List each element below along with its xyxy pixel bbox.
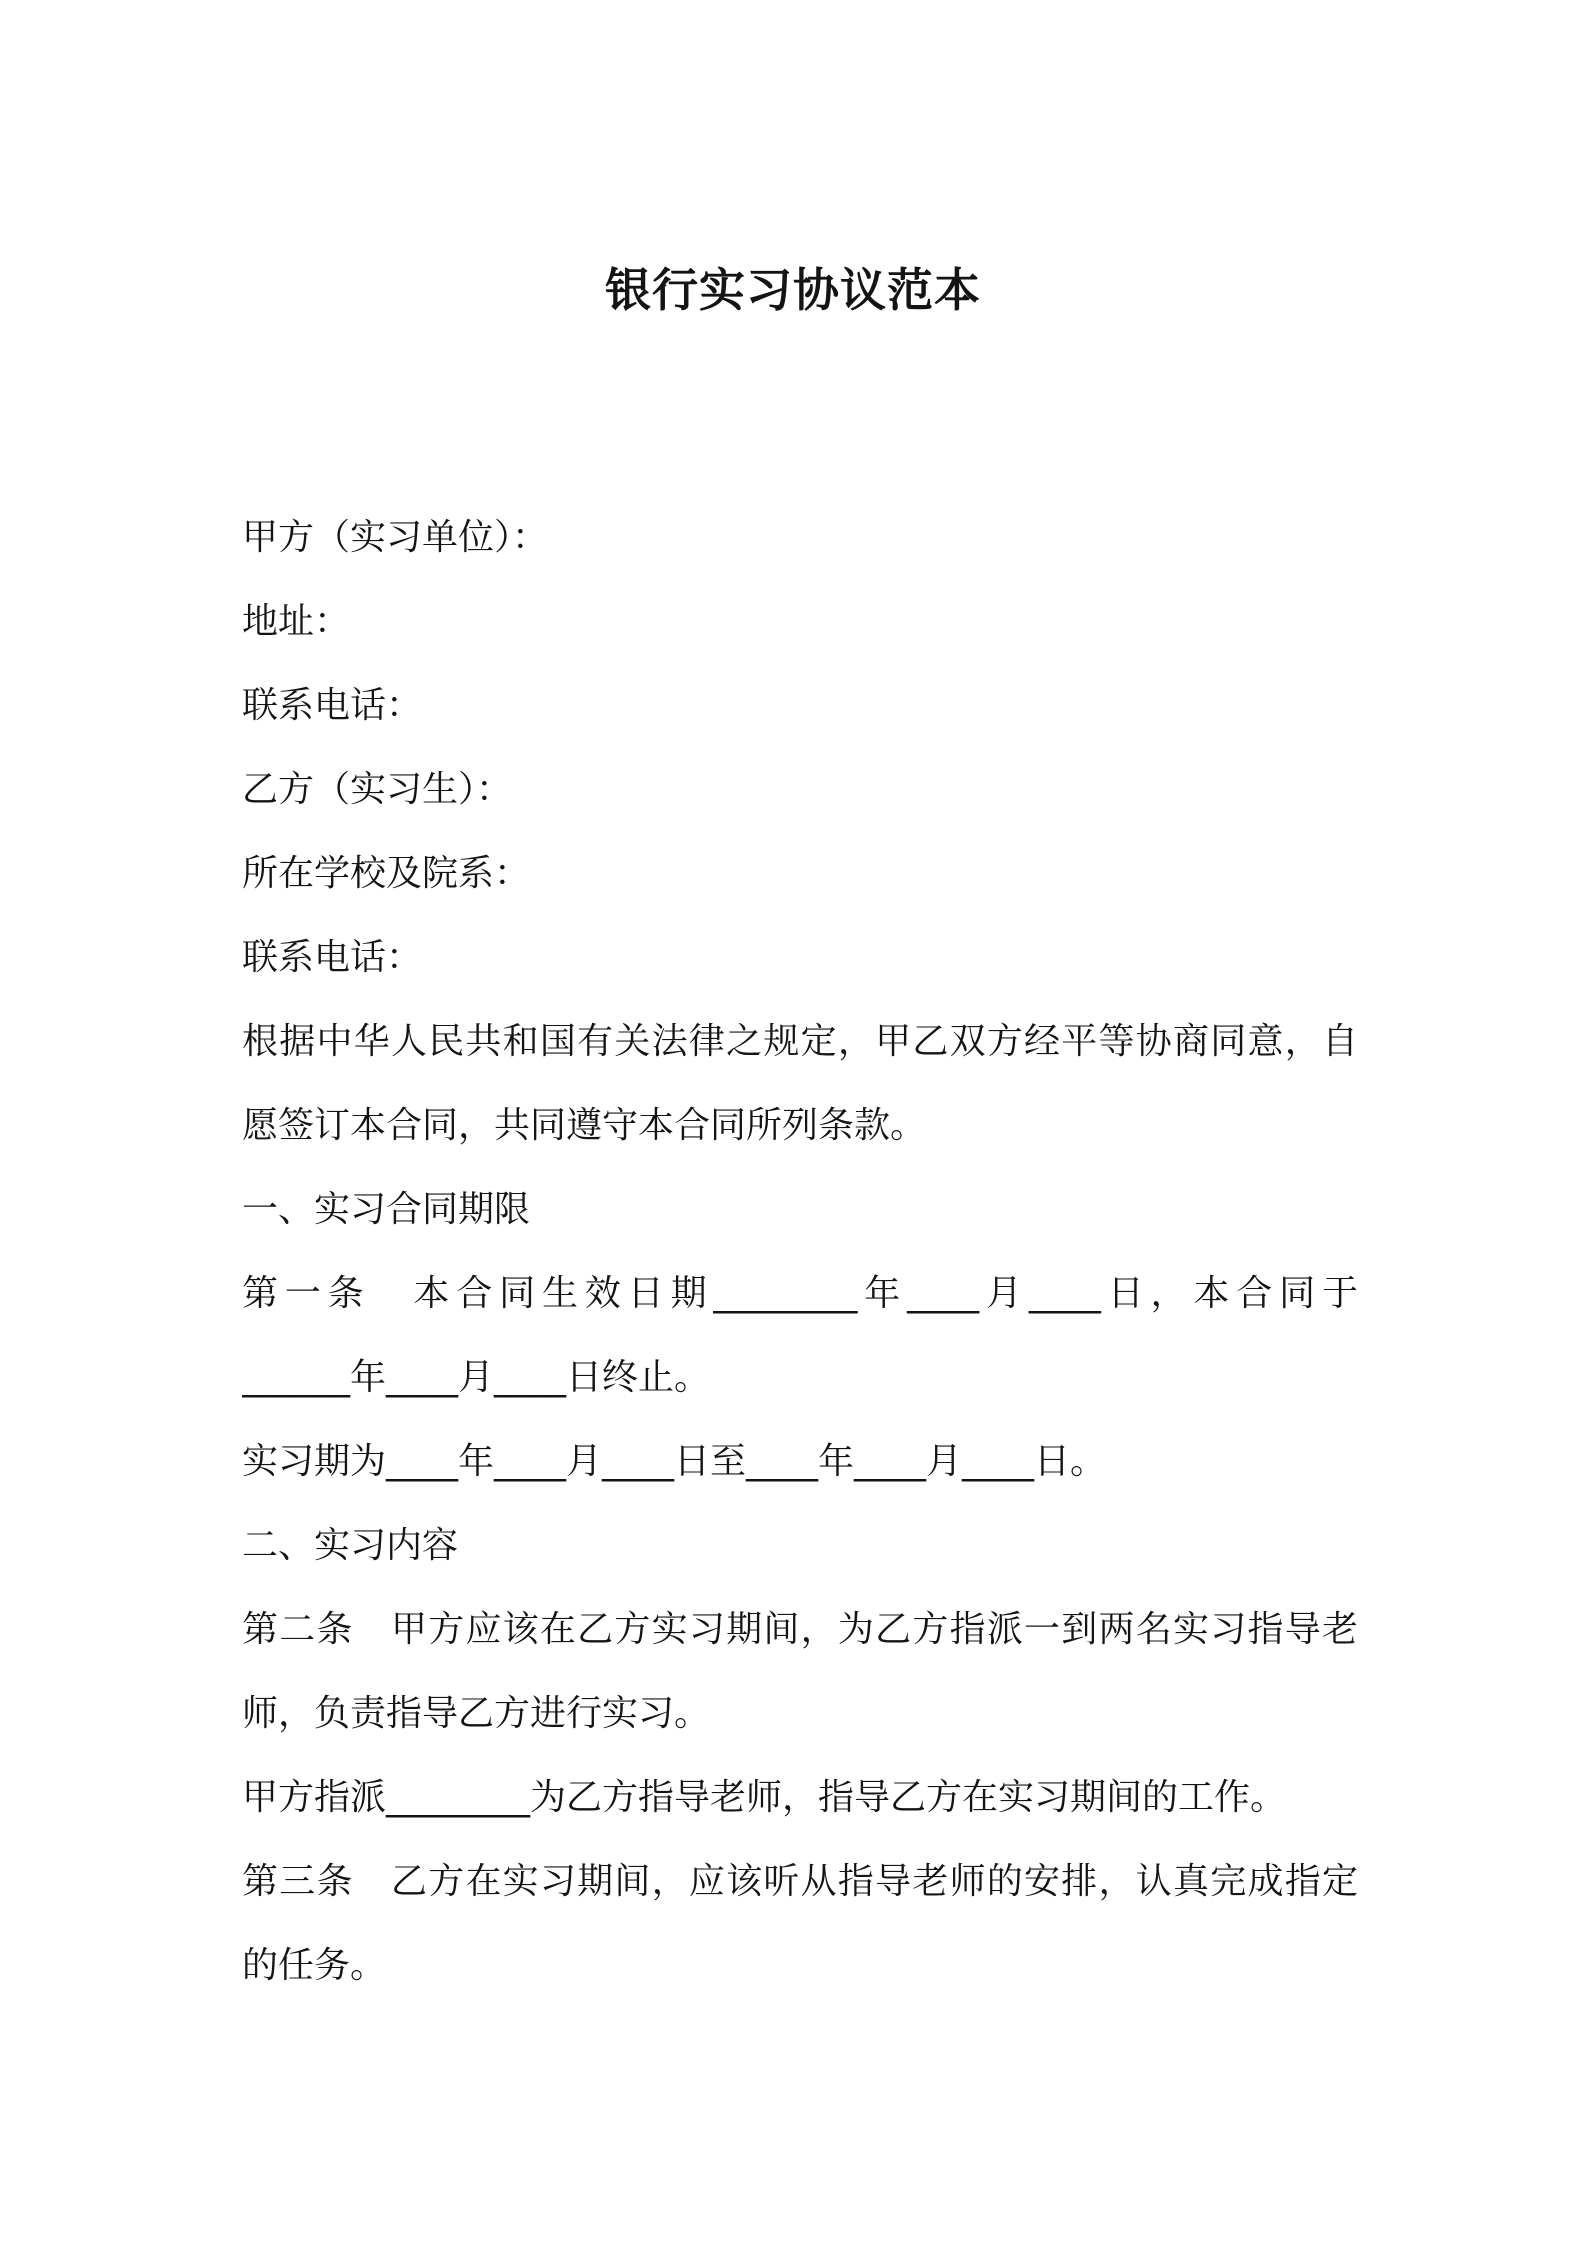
article-1-line-2: ______年____月____日终止。 bbox=[242, 1357, 711, 1398]
article-3-line-1: 第三条 乙方在实习期间，应该听从指导老师的安排，认真完成指定 bbox=[242, 1861, 1358, 1902]
section-heading-term: 一、实习合同期限 bbox=[242, 1189, 531, 1230]
party-a-phone-label: 联系电话： bbox=[242, 685, 423, 726]
section-heading-content: 二、实习内容 bbox=[242, 1525, 459, 1566]
internship-period-line: 实习期为____年____月____日至____年____月____日。 bbox=[242, 1441, 1107, 1482]
supervisor-assignment-line: 甲方指派________为乙方指导老师，指导乙方在实习期间的工作。 bbox=[242, 1777, 1287, 1818]
party-b-school-label: 所在学校及院系： bbox=[242, 853, 531, 894]
article-2-line-2: 师，负责指导乙方进行实习。 bbox=[242, 1693, 711, 1734]
document-body bbox=[242, 496, 1358, 2008]
preamble-line-2: 愿签订本合同，共同遵守本合同所列条款。 bbox=[242, 1105, 927, 1146]
document-title: 银行实习协议范本 bbox=[605, 263, 981, 317]
article-3-line-2: 的任务。 bbox=[242, 1945, 387, 1986]
party-a-address-label: 地址： bbox=[242, 601, 351, 642]
party-b-phone-label: 联系电话： bbox=[242, 937, 423, 978]
party-a-label: 甲方（实习单位）： bbox=[242, 517, 549, 558]
preamble-line-1: 根据中华人民共和国有关法律之规定，甲乙双方经平等协商同意，自 bbox=[242, 1021, 1358, 1062]
party-b-label: 乙方（实习生）： bbox=[242, 769, 513, 810]
article-1-line-1: 第一条 本合同生效日期________年____月____日，本合同于 bbox=[242, 1273, 1358, 1314]
article-2-line-1: 第二条 甲方应该在乙方实习期间，为乙方指派一到两名实习指导老 bbox=[242, 1609, 1358, 1650]
